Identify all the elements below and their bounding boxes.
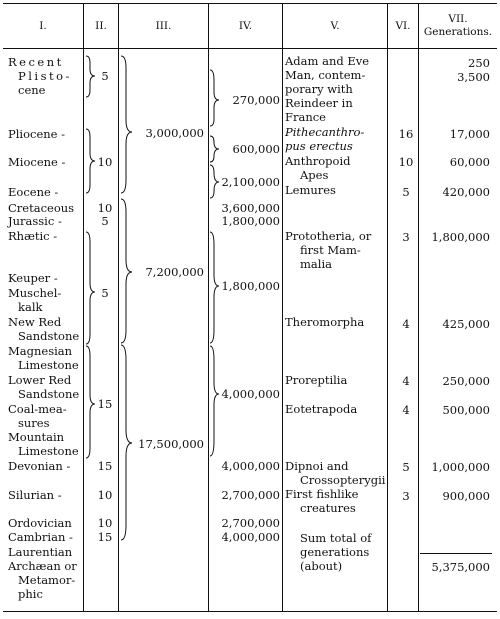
col2-value: 15 xyxy=(97,530,113,544)
header-col-3: III. xyxy=(155,20,172,32)
formation-label: Cretaceous xyxy=(8,201,75,215)
formation-label: Recent xyxy=(8,55,64,69)
formation-label: Muschel- xyxy=(8,286,62,300)
col3-value: 17,500,000 xyxy=(138,437,204,451)
formation-label: Lower Red xyxy=(8,373,72,387)
formation-label: Keuper - xyxy=(8,271,58,285)
organism-label: porary with xyxy=(285,82,353,96)
formation-label: Devonian - xyxy=(8,459,71,473)
col6-value: 10 xyxy=(398,155,414,169)
col2-value: 15 xyxy=(97,459,113,473)
formation-label: Archæan or xyxy=(8,559,77,573)
organism-label: Theromorpha xyxy=(285,315,365,329)
header-col-5: V. xyxy=(330,20,340,32)
generations-value: 3,500 xyxy=(457,70,490,84)
header-col-2: II. xyxy=(95,20,107,32)
brace-col4-eocene xyxy=(210,165,219,198)
sum-label: (about) xyxy=(300,559,343,573)
formation-label: Rhætic - xyxy=(8,229,58,243)
col4-value: 4,000,000 xyxy=(221,459,280,473)
organism-label: Prototheria, or xyxy=(285,229,372,243)
organism-label: Lemures xyxy=(285,183,336,197)
formation-label: Silurian - xyxy=(8,488,62,502)
formation-label: cene xyxy=(18,83,46,97)
organism-label: Man, contem- xyxy=(285,68,366,82)
organism-label: Apes xyxy=(300,168,329,182)
generations-total: 5,375,000 xyxy=(431,560,490,574)
col3-value: 7,200,000 xyxy=(145,265,204,279)
col2-value: 10 xyxy=(97,516,113,530)
brace-col4-keuper xyxy=(210,232,219,343)
formation-label: New Red xyxy=(8,315,62,329)
organism-label: Adam and Eve xyxy=(285,54,370,68)
formation-label: sures xyxy=(18,416,50,430)
formation-label: Limestone xyxy=(18,358,79,372)
brace-col2-magnesian xyxy=(86,346,95,458)
brace-col4-recent xyxy=(210,70,219,126)
organism-label: malia xyxy=(300,257,332,271)
organism-label: Pithecanthro- xyxy=(285,125,365,139)
col2-value: 10 xyxy=(97,201,113,215)
brace-col3-palaeozoic xyxy=(121,345,132,540)
formation-label: Plisto- xyxy=(18,69,72,83)
generations-value: 250 xyxy=(468,56,490,70)
generations-value: 250,000 xyxy=(442,374,490,388)
col4-value: 2,700,000 xyxy=(221,488,280,502)
col2-value: 5 xyxy=(101,214,109,228)
generations-value: 425,000 xyxy=(442,317,490,331)
brace-col2-recent xyxy=(86,56,95,97)
generations-value: 900,000 xyxy=(442,489,490,503)
sum-label: Sum total of xyxy=(300,531,372,545)
formation-label: Ordovician xyxy=(8,516,72,530)
formation-label: Limestone xyxy=(18,444,79,458)
formation-label: Miocene - xyxy=(8,155,66,169)
brace-col3-tertiary xyxy=(121,56,132,193)
brace-col3-mesozoic xyxy=(121,199,132,343)
formation-label: Mountain xyxy=(8,430,65,444)
formation-label: phic xyxy=(18,587,43,601)
brace-col2-pliocene xyxy=(86,129,95,193)
col4-value: 270,000 xyxy=(232,93,280,107)
col3-value: 3,000,000 xyxy=(145,126,204,140)
generations-value: 420,000 xyxy=(442,185,490,199)
formation-label: Metamor- xyxy=(18,573,76,587)
col2-value: 10 xyxy=(97,155,113,169)
col2-value: 5 xyxy=(101,69,109,83)
header-col-6: VI. xyxy=(395,20,411,32)
col6-value: 4 xyxy=(402,374,410,388)
brace-col4-pliocene xyxy=(210,136,219,162)
formation-label: Cambrian - xyxy=(8,530,73,544)
col6-value: 5 xyxy=(402,460,410,474)
formation-label: Pliocene - xyxy=(8,127,66,141)
col4-value: 600,000 xyxy=(232,142,280,156)
generations-value: 60,000 xyxy=(449,155,490,169)
col6-value: 3 xyxy=(402,489,410,503)
organism-label: Crossopterygii xyxy=(300,473,386,487)
formation-label: Eocene - xyxy=(8,185,59,199)
formation-label: Sandstone xyxy=(18,387,80,401)
col2-value: 10 xyxy=(97,488,113,502)
col4-value: 3,600,000 xyxy=(221,201,280,215)
col4-value: 4,000,000 xyxy=(221,530,280,544)
organism-label: Reindeer in xyxy=(285,96,353,110)
header-col-4: IV. xyxy=(238,20,253,32)
col2-value: 15 xyxy=(97,397,113,411)
col6-value: 4 xyxy=(402,403,410,417)
col4-value: 1,800,000 xyxy=(221,279,280,293)
header-col-7: VII. xyxy=(448,13,468,25)
generations-value: 500,000 xyxy=(442,403,490,417)
formation-label: Sandstone xyxy=(18,329,80,343)
organism-label: Dipnoi and xyxy=(285,459,349,473)
col4-value: 4,000,000 xyxy=(221,387,280,401)
col2-value: 5 xyxy=(101,286,109,300)
generations-value: 1,000,000 xyxy=(431,460,490,474)
generations-value: 1,800,000 xyxy=(431,230,490,244)
header-col-7-sub: Generations. xyxy=(423,26,493,38)
col4-value: 2,100,000 xyxy=(221,175,280,189)
organism-label: France xyxy=(285,110,326,124)
col4-value: 1,800,000 xyxy=(221,214,280,228)
organism-label: pus erectus xyxy=(285,139,353,153)
brace-col2-keuper xyxy=(86,232,95,344)
header-col-1: I. xyxy=(39,20,47,32)
brace-col4-permian xyxy=(210,346,219,456)
formation-label: Coal-mea- xyxy=(8,402,67,416)
organism-label: first Mam- xyxy=(300,243,361,257)
col4-value: 2,700,000 xyxy=(221,516,280,530)
col6-value: 4 xyxy=(402,317,410,331)
col6-value: 16 xyxy=(398,127,414,141)
organism-label: Anthropoid xyxy=(285,154,351,168)
col6-value: 5 xyxy=(402,185,410,199)
formation-label: kalk xyxy=(18,300,43,314)
organism-label: creatures xyxy=(300,501,356,515)
formation-label: Laurentian xyxy=(8,545,73,559)
generations-value: 17,000 xyxy=(449,127,490,141)
organism-label: First fishlike xyxy=(285,487,359,501)
organism-label: Eotetrapoda xyxy=(285,402,358,416)
col6-value: 3 xyxy=(402,230,410,244)
formation-label: Magnesian xyxy=(8,344,73,358)
organism-label: Proreptilia xyxy=(285,373,348,387)
formation-label: Jurassic - xyxy=(8,214,62,228)
sum-label: generations xyxy=(300,545,370,559)
